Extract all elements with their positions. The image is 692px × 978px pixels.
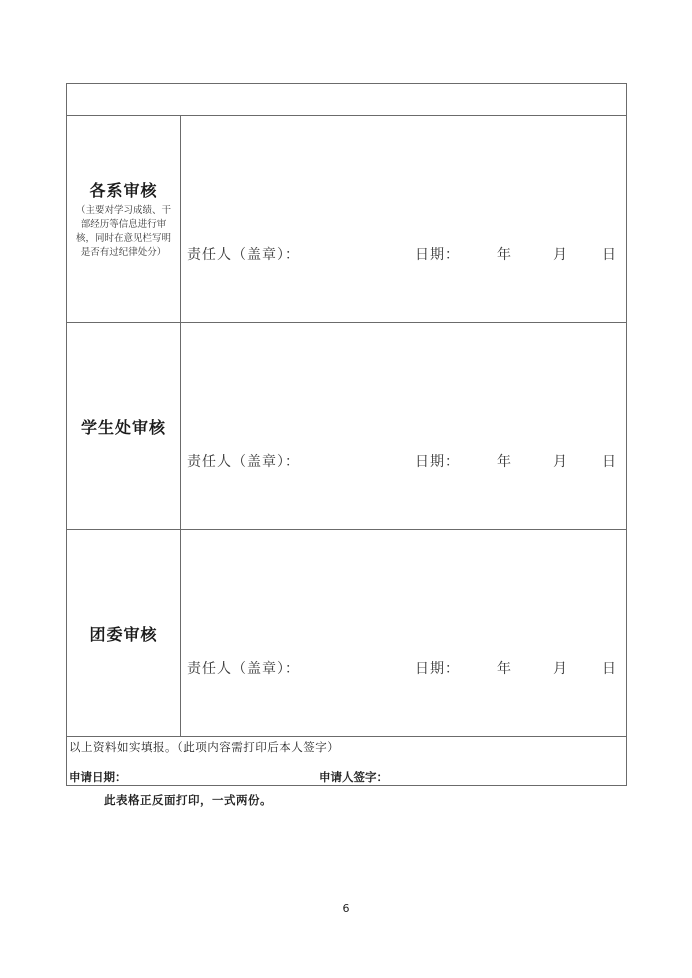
day-label: 日 — [602, 454, 617, 470]
department-review-title: 各系审核 — [89, 181, 158, 200]
student-affairs-review-title: 学生处审核 — [80, 417, 166, 437]
youth-league-label-cell — [67, 530, 181, 736]
applicant-signature-label: 申请人签字： — [319, 770, 388, 784]
date-label: 日期： — [415, 661, 460, 677]
year-label: 年 — [497, 661, 512, 677]
month-label: 月 — [553, 247, 568, 263]
day-label: 日 — [602, 661, 617, 677]
day-label: 日 — [602, 247, 617, 263]
year-label: 年 — [497, 247, 512, 263]
youth-league-review-row — [67, 530, 626, 737]
student-affairs-label-cell — [67, 323, 181, 529]
date-label: 日期： — [415, 454, 460, 470]
month-label: 月 — [553, 661, 568, 677]
year-label: 年 — [497, 454, 512, 470]
responsible-seal-label: 责任人（盖章）： — [187, 661, 300, 677]
apply-date-label: 申请日期： — [69, 770, 127, 784]
department-review-note: （主要对学习成绩、干部经历等信息进行审核，同时在意见栏写明是否有过纪律处分） — [75, 205, 171, 258]
review-form-table — [66, 83, 627, 786]
responsible-seal-label: 责任人（盖章）： — [187, 247, 300, 263]
responsible-seal-label: 责任人（盖章）： — [187, 454, 300, 470]
date-label: 日期： — [415, 247, 460, 263]
declaration-text: 以上资料如实填报。（此项内容需打印后本人签字） — [69, 740, 340, 754]
department-review-label-cell — [67, 116, 181, 322]
student-affairs-review-row — [67, 323, 626, 530]
page-number: 6 — [342, 902, 350, 915]
month-label: 月 — [553, 454, 568, 470]
youth-league-review-title: 团委审核 — [89, 624, 158, 644]
applicant-declaration-row — [67, 737, 626, 787]
empty-top-row — [67, 84, 626, 116]
department-review-row — [67, 116, 626, 323]
print-instruction: 此表格正反面打印，一式两份。 — [104, 793, 272, 807]
